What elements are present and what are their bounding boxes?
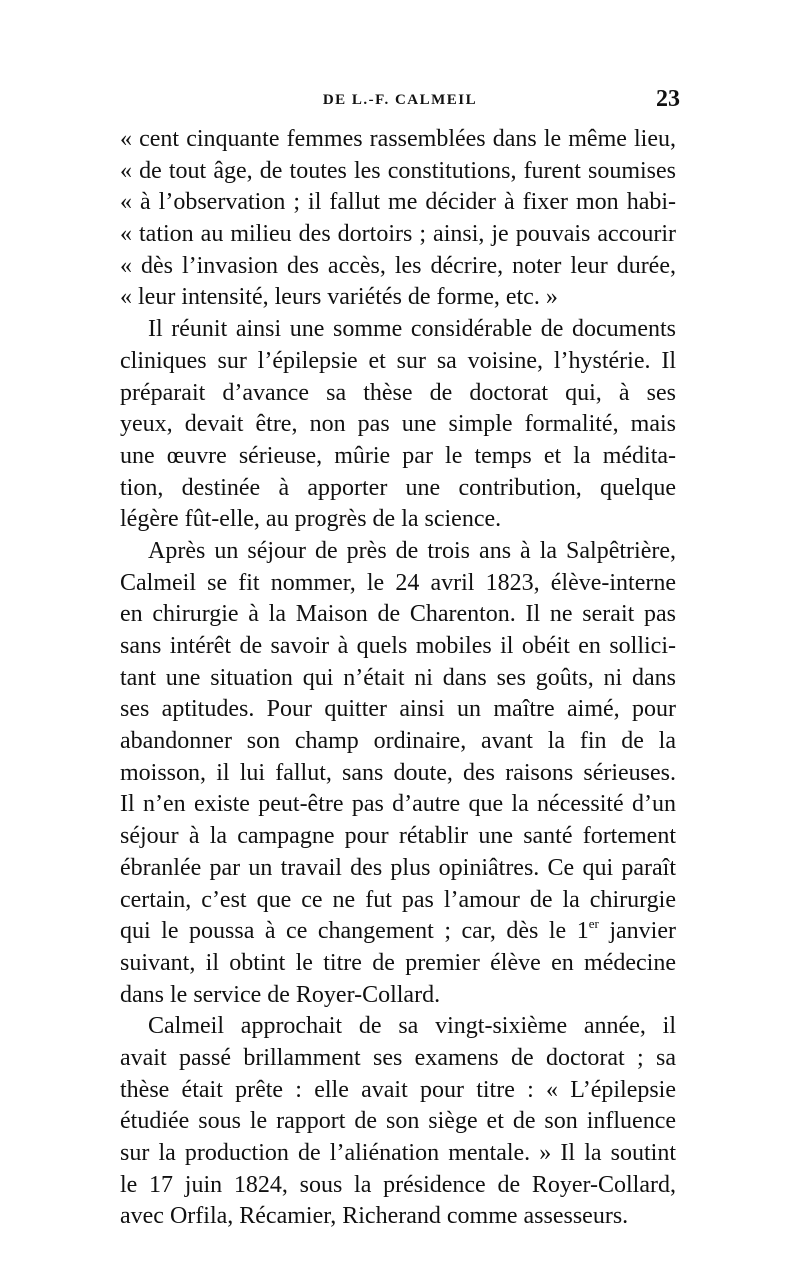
text-line: avec Orfila, Récamier, Richerand comme assesseurs. bbox=[120, 1203, 629, 1230]
paragraph-start-line: Calmeil approchait de sa vingt-sixième année, il bbox=[148, 1013, 676, 1040]
text-line: dans le service de Royer-Collard. bbox=[120, 981, 441, 1008]
running-head: DE L.-F. CALMEIL bbox=[322, 92, 478, 108]
ordinal-superscript: er bbox=[588, 916, 599, 932]
paragraph-start-line: Après un séjour de près de trois ans à la Salpêtrière, bbox=[148, 537, 676, 564]
text-line: ébranlée par un travail des plus opiniâtres. Ce qui paraît bbox=[120, 854, 676, 881]
text-line: moisson, il lui fallut, sans doute, des raisons sérieuses. bbox=[120, 759, 676, 786]
text-line: séjour à la campagne pour rétablir une santé fortement bbox=[120, 823, 676, 850]
body-text bbox=[120, 124, 676, 1233]
text-line: avait passé brillamment ses examens de doctorat ; sa bbox=[120, 1044, 676, 1071]
page-header bbox=[120, 86, 680, 122]
text-line-with-superscript bbox=[120, 916, 676, 948]
text-line: préparait d’avance sa thèse de doctorat qui, à ses bbox=[120, 379, 676, 406]
text-line: légère fût-elle, au progrès de la science. bbox=[120, 506, 502, 533]
text-line: cliniques sur l’épilepsie et sur sa voisine, l’hystérie. Il bbox=[120, 347, 676, 374]
text-line: en chirurgie à la Maison de Charenton. Il ne serait pas bbox=[120, 601, 676, 628]
text-line: le 17 juin 1824, sous la présidence de Royer-Collard, bbox=[120, 1171, 676, 1198]
text-line: « leur intensité, leurs variétés de forme, etc. » bbox=[120, 284, 558, 311]
text-line: certain, c’est que ce ne fut pas l’amour de la chirurgie bbox=[120, 886, 676, 913]
text-line: « à l’observation ; il fallut me décider à fixer mon habi- bbox=[120, 189, 676, 216]
text-line: suivant, il obtint le titre de premier élève en médecine bbox=[120, 949, 676, 976]
paragraph-start-line: Il réunit ainsi une somme considérable de documents bbox=[148, 316, 676, 343]
text-line: « tation au milieu des dortoirs ; ainsi, je pouvais accourir bbox=[120, 221, 676, 248]
text-line: ses aptitudes. Pour quitter ainsi un maître aimé, pour bbox=[120, 696, 676, 723]
text-line: étudiée sous le rapport de son siège et de son influence bbox=[120, 1108, 676, 1135]
text-segment: janvier bbox=[598, 918, 676, 945]
text-line: « dès l’invasion des accès, les décrire, noter leur durée, bbox=[120, 252, 676, 279]
text-line: Il n’en existe peut-être pas d’autre que la nécessité d’un bbox=[120, 791, 676, 818]
text-line: abandonner son champ ordinaire, avant la fin de la bbox=[120, 728, 676, 755]
text-line: thèse était prête : elle avait pour titre : « L’épilepsie bbox=[120, 1076, 676, 1103]
page-number: 23 bbox=[656, 86, 680, 112]
text-line: une œuvre sérieuse, mûrie par le temps et la médita- bbox=[120, 442, 676, 469]
text-line: sur la production de l’aliénation mentale. » Il la soutint bbox=[120, 1140, 676, 1166]
text-segment: qui le poussa à ce changement ; car, dès le 1 bbox=[120, 918, 589, 945]
text-line: tion, destinée à apporter une contribution, quelque bbox=[120, 474, 676, 501]
text-line: « de tout âge, de toutes les constitutions, furent soumises bbox=[120, 157, 676, 184]
text-line: « cent cinquante femmes rassemblées dans le même lieu, bbox=[120, 126, 676, 152]
text-line: sans intérêt de savoir à quels mobiles il obéit en sollici- bbox=[120, 633, 676, 659]
text-line: Calmeil se fit nommer, le 24 avril 1823, élève-interne bbox=[120, 569, 676, 596]
text-line: yeux, devait être, non pas une simple formalité, mais bbox=[120, 411, 676, 438]
text-line: tant une situation qui n’était ni dans ses goûts, ni dans bbox=[120, 664, 676, 691]
